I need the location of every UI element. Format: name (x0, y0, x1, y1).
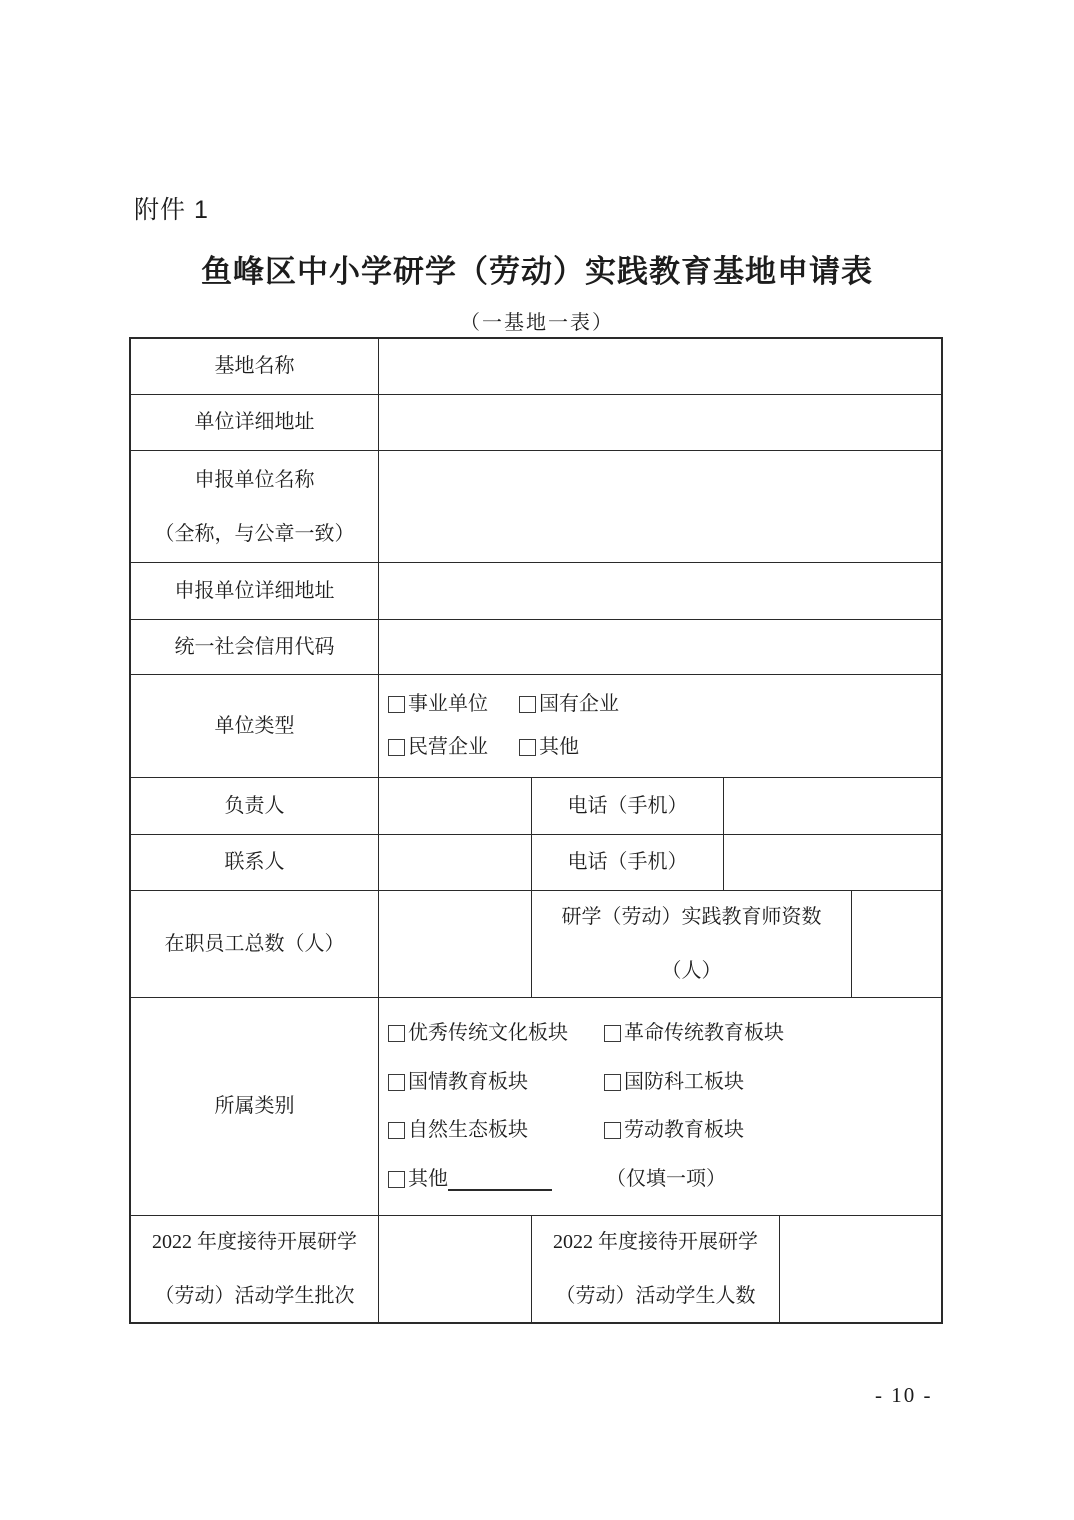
unit-type-line1 (388, 691, 619, 718)
category-line1 (388, 1020, 784, 1047)
credit-code-label: 统一社会信用代码 (174, 635, 335, 658)
students-2022-label (531, 1216, 779, 1322)
applicant-address-value[interactable] (378, 563, 941, 619)
table-row (131, 619, 941, 674)
checkbox-option-guoqing[interactable] (388, 1069, 604, 1096)
teacher-count-label-line1: 研学（劳动）实践教育师资数 (561, 906, 822, 928)
checkbox-icon[interactable] (388, 739, 405, 756)
checkbox-icon[interactable] (388, 1074, 405, 1091)
category-line2 (388, 1069, 744, 1096)
batches-2022-label-line1: 2022 年度接待开展研学 (152, 1231, 357, 1253)
table-row (131, 339, 941, 394)
category-line3 (388, 1117, 744, 1144)
checkbox-option-shiye[interactable] (388, 691, 519, 718)
table-row (131, 562, 941, 619)
unit-address-label: 单位详细地址 (194, 411, 315, 433)
principal-label: 负责人 (224, 794, 285, 817)
option-label: 事业单位 (408, 693, 488, 715)
applicant-name-label-line1: 申报单位名称 (194, 468, 315, 491)
checkbox-option-minying[interactable] (388, 734, 519, 761)
base-name-label: 基地名称 (214, 355, 295, 377)
principal-name-value[interactable] (378, 778, 531, 834)
option-label: 国有企业 (539, 693, 619, 715)
checkbox-option-guoyou[interactable] (519, 691, 619, 718)
checkbox-icon[interactable] (519, 696, 536, 713)
option-label: 革命传统教育板块 (624, 1021, 784, 1044)
checkbox-option-other[interactable] (388, 1166, 604, 1193)
option-label: 自然生态板块 (408, 1119, 528, 1142)
table-row (131, 890, 941, 997)
attachment-label: 附件 1 (134, 196, 209, 224)
checkbox-icon[interactable] (519, 739, 536, 756)
staff-total-value[interactable] (378, 891, 531, 997)
batches-2022-label (131, 1216, 378, 1322)
option-label: 民营企业 (408, 736, 488, 758)
contact-phone-value[interactable] (723, 835, 941, 890)
base-name-value[interactable] (378, 339, 941, 394)
teacher-count-label-line2: （人） (661, 960, 722, 982)
checkbox-icon[interactable] (388, 1122, 405, 1139)
applicant-name-label (131, 451, 378, 562)
option-label: 国防科工板块 (624, 1070, 744, 1093)
checkbox-option-youxiu[interactable] (388, 1020, 604, 1047)
unit-type-label: 单位类型 (214, 714, 295, 737)
category-options (378, 998, 941, 1215)
unit-type-options (378, 675, 941, 777)
checkbox-option-geming[interactable] (604, 1020, 784, 1047)
staff-total-label: 在职员工总数（人） (164, 932, 345, 955)
table-row (131, 450, 941, 562)
table-row (131, 834, 941, 890)
page-title: 鱼峰区中小学研学（劳动）实践教育基地申请表 (201, 254, 873, 289)
application-table (129, 337, 943, 1324)
contact-label: 联系人 (224, 851, 285, 873)
option-label: 优秀传统文化板块 (408, 1021, 568, 1044)
option-label: 国情教育板块 (408, 1070, 528, 1093)
unit-type-line2 (388, 734, 579, 761)
students-2022-value[interactable] (779, 1216, 941, 1322)
batches-2022-value[interactable] (378, 1216, 531, 1322)
teacher-count-value[interactable] (851, 891, 941, 997)
table-row (131, 777, 941, 834)
contact-phone-label: 电话（手机） (531, 835, 723, 890)
option-label: 其他 (408, 1168, 448, 1191)
page-subtitle: （一基地一表） (460, 312, 614, 334)
unit-address-value[interactable] (378, 395, 941, 450)
checkbox-option-ziran[interactable] (388, 1117, 604, 1144)
page-number: - 10 - (875, 1383, 933, 1407)
checkbox-icon[interactable] (388, 1025, 405, 1042)
option-label: 其他 (539, 736, 579, 758)
checkbox-icon[interactable] (604, 1025, 621, 1042)
checkbox-icon[interactable] (604, 1122, 621, 1139)
teacher-count-label (531, 891, 851, 997)
blank-underline[interactable] (448, 1169, 552, 1191)
applicant-name-value[interactable] (378, 451, 941, 562)
contact-name-value[interactable] (378, 835, 531, 890)
credit-code-value[interactable] (378, 620, 941, 674)
table-row (131, 394, 941, 450)
checkbox-icon[interactable] (388, 696, 405, 713)
batches-2022-label-line2: （劳动）活动学生批次 (154, 1285, 355, 1307)
checkbox-icon[interactable] (388, 1171, 405, 1188)
checkbox-option-laodong[interactable] (604, 1117, 744, 1144)
applicant-address-label: 申报单位详细地址 (174, 579, 335, 602)
table-row (131, 997, 941, 1215)
applicant-name-label-line2: （全称，与公章一致） (154, 522, 355, 545)
checkbox-icon[interactable] (604, 1074, 621, 1091)
checkbox-option-guofang[interactable] (604, 1069, 744, 1096)
table-row (131, 674, 941, 777)
students-2022-label-line1: 2022 年度接待开展研学 (553, 1231, 758, 1253)
category-note: （仅填一项） (606, 1168, 726, 1191)
category-line4 (388, 1166, 726, 1193)
category-label: 所属类别 (214, 1095, 295, 1117)
table-row (131, 1215, 941, 1322)
option-label: 劳动教育板块 (624, 1119, 744, 1142)
checkbox-option-qita[interactable] (519, 734, 579, 761)
principal-phone-value[interactable] (723, 778, 941, 834)
principal-phone-label: 电话（手机） (531, 778, 723, 834)
students-2022-label-line2: （劳动）活动学生人数 (555, 1285, 756, 1307)
